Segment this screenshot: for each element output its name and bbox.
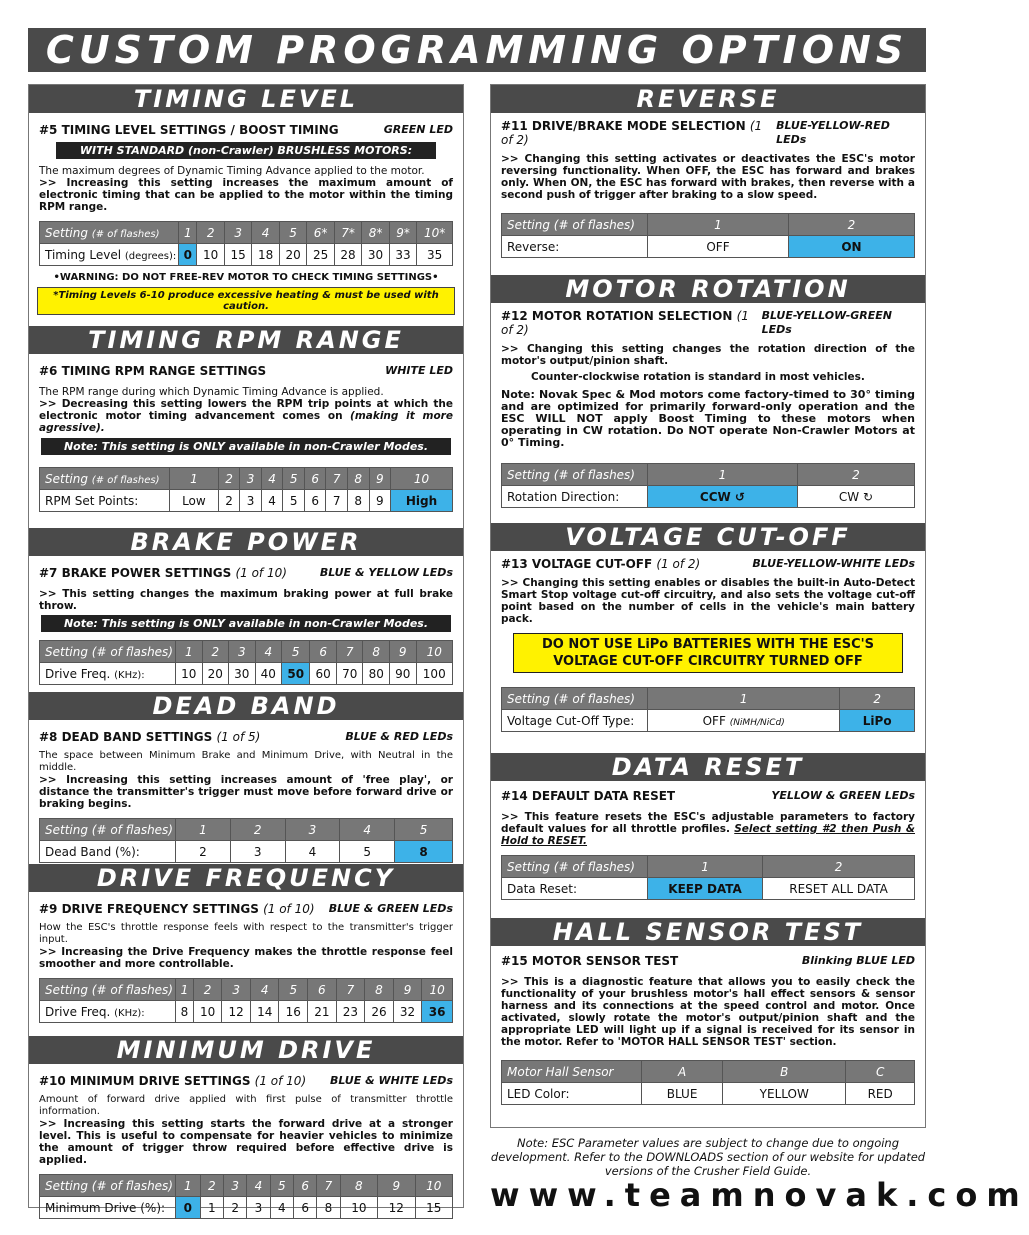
value-text: OFF <box>702 713 726 728</box>
row-label: Drive Freq. <box>45 666 111 681</box>
setting-label: Setting (# of flashes) <box>502 688 648 710</box>
description: Amount of forward drive applied with first pulse of transmitter throttle information. <box>39 1094 453 1117</box>
row-label: LED Color: <box>502 1083 642 1105</box>
section-heading: #6 TIMING RPM RANGE SETTINGS <box>39 364 267 378</box>
section-subheading: (1 of 2) <box>656 557 701 571</box>
right-column <box>490 84 926 1128</box>
header-cell: 1 <box>170 468 219 490</box>
led-label: BLUE-YELLOW-WHITE LEDs <box>752 557 915 570</box>
value-cell: RESET ALL DATA <box>763 878 915 900</box>
value-cell: 30 <box>362 244 389 266</box>
header-cell: 2 <box>218 468 240 490</box>
header-cell: 1 <box>648 214 789 236</box>
value-cell: 32 <box>393 1001 422 1023</box>
header-cell: 4 <box>250 979 279 1001</box>
value-cell: 3 <box>240 490 262 512</box>
header-cell: 4 <box>247 1175 270 1197</box>
section-bar: DATA RESET <box>491 753 925 781</box>
header-cell: 2 <box>197 222 224 244</box>
header-cell: 6 <box>304 468 326 490</box>
header-cell: 9 <box>389 641 416 663</box>
value-cell: 26 <box>365 1001 394 1023</box>
value-cell: 12 <box>222 1001 251 1023</box>
value-cell-selected: 0 <box>179 244 197 266</box>
section-heading: #15 MOTOR SENSOR TEST <box>501 954 679 968</box>
timing-rpm-section <box>29 326 463 512</box>
data-reset-section <box>491 753 925 900</box>
header-cell: 3 <box>223 1175 246 1197</box>
row-label: Reverse: <box>502 236 648 258</box>
section-bar: DEAD BAND <box>29 692 463 720</box>
header-cell: 1 <box>176 979 194 1001</box>
setting-label: Setting (# of flashes) <box>40 641 176 663</box>
value-cell: 60 <box>310 663 337 685</box>
row-label: Data Reset: <box>502 878 648 900</box>
settings-table <box>501 213 915 258</box>
settings-table <box>501 1060 915 1105</box>
setting-label: Setting (# of flashes) <box>40 1175 176 1197</box>
led-label: BLUE & RED LEDs <box>345 730 453 743</box>
row-label: Drive Freq. <box>45 1004 111 1019</box>
value-cell: 3 <box>247 1197 270 1219</box>
setting-sub: (# of flashes) <box>91 474 160 486</box>
led-label: BLUE & YELLOW LEDs <box>319 566 453 579</box>
section-heading: #13 VOLTAGE CUT-OFF <box>501 557 653 571</box>
led-label: BLUE-YELLOW-GREEN LEDs <box>761 309 893 336</box>
value-cell: 28 <box>334 244 361 266</box>
header-cell: 9 <box>393 979 422 1001</box>
header-cell: 3 <box>222 979 251 1001</box>
header-cell: 7 <box>326 468 348 490</box>
value-cell: 6 <box>304 490 326 512</box>
value-cell-selected: ON <box>788 236 914 258</box>
header-cell: 8 <box>365 979 394 1001</box>
header-cell: 1 <box>648 464 798 486</box>
value-cell-selected: LiPo <box>840 710 915 732</box>
header-cell: 4 <box>340 819 395 841</box>
setting-label: Setting (# of flashes) <box>502 214 648 236</box>
detail-text: >> This feature resets the ESC's adjustable parameters to factory default values for all throttle profiles. <box>501 811 915 835</box>
value-cell-selected: CCW ↺ <box>648 486 798 508</box>
led-label: BLUE & GREEN LEDs <box>328 902 453 915</box>
header-cell: B <box>723 1061 846 1083</box>
header-cell: 5 <box>395 819 453 841</box>
setting-label: Setting (# of flashes) <box>40 979 176 1001</box>
value-cell: 9 <box>369 490 391 512</box>
value-cell: 23 <box>336 1001 365 1023</box>
value-cell: 10 <box>193 1001 222 1023</box>
section-subheading: (1 of 2) <box>501 309 749 337</box>
settings-table <box>39 1174 453 1219</box>
lipo-warning-line1: DO NOT USE LiPo BATTERIES WITH THE ESC'S <box>542 637 874 652</box>
row-label: Dead Band (%): <box>40 841 176 863</box>
value-cell: 3 <box>230 841 285 863</box>
setting-label: Setting (# of flashes) <box>40 819 176 841</box>
value-cell: BLUE <box>642 1083 723 1105</box>
header-cell: 2 <box>200 1175 223 1197</box>
section-heading: #14 DEFAULT DATA RESET <box>501 789 676 803</box>
header-cell: C <box>846 1061 915 1083</box>
value-cell-selected: KEEP DATA <box>648 878 763 900</box>
header-cell: 1 <box>179 222 197 244</box>
section-heading: #9 DRIVE FREQUENCY SETTINGS <box>39 902 259 916</box>
header-cell: 3 <box>285 819 340 841</box>
mode-note: Note: This setting is ONLY available in non-Crawler Modes. <box>41 615 451 632</box>
header-cell: 6 <box>310 641 337 663</box>
website-url: www.teamnovak.com <box>490 1176 1029 1214</box>
footer-note: Note: ESC Parameter values are subject to change due to ongoing development. Refer to the DOWNLOADS section of our website for updated versions of the Crusher Field Guide. <box>490 1136 926 1178</box>
drive-frequency-section <box>29 864 463 1023</box>
mode-note: Note: This setting is ONLY available in non-Crawler Modes. <box>41 438 451 455</box>
header-cell: 9 <box>378 1175 415 1197</box>
reverse-section <box>491 85 925 258</box>
value-cell-selected: High <box>391 490 453 512</box>
value-cell: 2 <box>223 1197 246 1219</box>
header-cell: 9* <box>389 222 416 244</box>
value-cell: 7 <box>326 490 348 512</box>
value-cell: 40 <box>255 663 282 685</box>
value-cell: 5 <box>283 490 305 512</box>
motor-banner: WITH STANDARD (non-Crawler) BRUSHLESS MOTORS: <box>56 142 436 159</box>
header-cell: 8* <box>362 222 389 244</box>
row-unit: (degrees): <box>124 250 177 262</box>
value-cell-selected: 8 <box>395 841 453 863</box>
row-label: Minimum Drive (%): <box>40 1197 176 1219</box>
header-cell: 4 <box>261 468 283 490</box>
section-heading: #8 DEAD BAND SETTINGS <box>39 730 213 744</box>
value-cell: 1 <box>200 1197 223 1219</box>
header-cell: 8 <box>363 641 390 663</box>
header-cell: 1 <box>176 819 231 841</box>
header-cell: 6 <box>308 979 337 1001</box>
section-heading: #10 MINIMUM DRIVE SETTINGS <box>39 1074 251 1088</box>
hall-sensor-section <box>491 918 925 1105</box>
detail-text: >> Decreasing this setting lowers the RPM trip points at which the electronic motor timing advancement comes on <box>39 398 453 422</box>
settings-table <box>501 687 915 732</box>
section-bar: TIMING RPM RANGE <box>29 326 463 354</box>
led-label: WHITE LED <box>385 364 453 377</box>
detail-text: >> Increasing this setting increases amount of 'free play', or distance the transmitter's trigger must move before forward drive or braking begins. <box>39 774 453 810</box>
settings-table <box>39 221 453 266</box>
header-cell: 5 <box>279 979 308 1001</box>
header-cell: 6* <box>307 222 334 244</box>
detail-text: >> Increasing this setting increases the maximum amount of electronic timing that can be applied to the motor within the timing RPM range. <box>39 177 453 213</box>
value-cell: 12 <box>378 1197 415 1219</box>
value-cell: 80 <box>363 663 390 685</box>
header-cell: 8 <box>340 1175 377 1197</box>
header-cell: 5 <box>270 1175 293 1197</box>
value-cell: 4 <box>261 490 283 512</box>
section-bar: VOLTAGE CUT-OFF <box>491 523 925 551</box>
header-cell: 10 <box>415 1175 453 1197</box>
brake-power-section <box>29 528 463 685</box>
header-cell: 2 <box>202 641 229 663</box>
value-cell: 10 <box>176 663 203 685</box>
rotation-standard: Counter-clockwise rotation is standard in most vehicles. <box>531 371 865 383</box>
value-cell: 20 <box>202 663 229 685</box>
value-cell: 8 <box>317 1197 340 1219</box>
header-cell: 5 <box>279 222 306 244</box>
header-cell: 2 <box>230 819 285 841</box>
settings-table <box>501 463 915 508</box>
description: How the ESC's throttle response feels with respect to the transmitter's trigger input. <box>39 922 453 945</box>
lipo-warning-line2: VOLTAGE CUT-OFF CIRCUITRY TURNED OFF <box>553 654 863 669</box>
value-cell: 100 <box>416 663 453 685</box>
value-cell: 8 <box>347 490 369 512</box>
settings-table <box>39 818 453 863</box>
section-heading: #7 BRAKE POWER SETTINGS <box>39 566 232 580</box>
minimum-drive-section <box>29 1036 463 1219</box>
value-cell: 4 <box>285 841 340 863</box>
header-cell: 9 <box>369 468 391 490</box>
header-cell: 2 <box>797 464 914 486</box>
value-cell: 21 <box>308 1001 337 1023</box>
motor-rotation-section <box>491 275 925 508</box>
value-cell: YELLOW <box>723 1083 846 1105</box>
description: The RPM range during which Dynamic Timing Advance is applied. <box>39 386 384 398</box>
row-label: Timing Level <box>45 247 122 262</box>
header-cell: 10 <box>391 468 453 490</box>
warning-text: •WARNING: DO NOT FREE-REV MOTOR TO CHECK TIMING SETTINGS• <box>53 272 439 283</box>
header-cell: 5 <box>283 468 305 490</box>
value-cell: CW ↻ <box>797 486 914 508</box>
value-cell: 16 <box>279 1001 308 1023</box>
value-cell: 5 <box>340 841 395 863</box>
header-cell: 1 <box>648 856 763 878</box>
setting-label: Motor Hall Sensor <box>502 1061 642 1083</box>
value-cell: Low <box>170 490 219 512</box>
setting-label: Setting <box>45 225 88 240</box>
value-cell: 10 <box>197 244 224 266</box>
section-subheading: (1 of 5) <box>216 730 261 744</box>
section-heading: #5 TIMING LEVEL SETTINGS / BOOST TIMING <box>39 123 339 137</box>
value-cell: 6 <box>293 1197 316 1219</box>
detail-text: >> Increasing the Drive Frequency makes the throttle response feel smoother and more controllable. <box>39 946 453 970</box>
section-subheading: (1 of 2) <box>501 119 763 147</box>
section-bar: MINIMUM DRIVE <box>29 1036 463 1064</box>
value-cell: 2 <box>176 841 231 863</box>
rotation-note: Note: Novak Spec & Mod motors come factory-timed to 30° timing and are optimized for primarily forward-only operation and the ESC WILL NOT apply Boost Timing to these motors when operating in CW rotation. Do NOT operate Non-Crawler Motors at 0° Timing. <box>501 388 915 449</box>
section-bar: REVERSE <box>491 85 925 113</box>
led-label: Blinking BLUE LED <box>801 954 915 967</box>
detail-text: >> This is a diagnostic feature that allows you to easily check the functionality of your brushless motor's hall effect sensors & sensor harness and its connections at the speed control and motor. Once activated, slowly rotate the motor's output/pinion shaft and the appropriate LED will light up if a signal is received for its sensor in the motor. Refer to 'MOTOR HALL SENSOR TEST' section. <box>501 976 915 1048</box>
dead-band-section <box>29 692 463 863</box>
row-label: Voltage Cut-Off Type: <box>502 710 648 732</box>
value-cell-selected: 36 <box>422 1001 453 1023</box>
detail-text: >> Changing this setting enables or disables the built-in Auto-Detect Smart Stop voltage cut-off circuitry, and also sets the voltage cut-off point based on the number of cells in the vehicle's main battery pack. <box>501 577 915 625</box>
section-bar: BRAKE POWER <box>29 528 463 556</box>
value-cell: 15 <box>224 244 251 266</box>
header-cell: 3 <box>240 468 262 490</box>
value-cell: 30 <box>229 663 256 685</box>
header-cell: 6 <box>293 1175 316 1197</box>
detail-text: >> This setting changes the maximum braking power at full brake throw. <box>39 588 453 612</box>
header-cell: 10 <box>416 641 453 663</box>
lipo-warning <box>513 633 903 673</box>
value-cell-selected: 0 <box>176 1197 201 1219</box>
header-cell: 10 <box>422 979 453 1001</box>
voltage-cutoff-section <box>491 523 925 732</box>
value-cell: 35 <box>417 244 453 266</box>
row-label: Rotation Direction: <box>502 486 648 508</box>
description: The space between Minimum Brake and Minimum Drive, with Neutral in the middle. <box>39 750 453 773</box>
detail-text: >> Changing this setting changes the rotation direction of the motor's output/pinion shaft. <box>501 343 915 367</box>
led-label: YELLOW & GREEN LEDs <box>771 789 915 802</box>
reset-instruction: Select setting #2 then Push & Hold to RESET. <box>501 823 915 847</box>
section-subheading: (1 of 10) <box>254 1074 307 1088</box>
setting-label: Setting <box>45 471 88 486</box>
settings-table <box>501 855 915 900</box>
value-cell: 14 <box>250 1001 279 1023</box>
value-cell: 18 <box>252 244 279 266</box>
header-cell: 7* <box>334 222 361 244</box>
value-cell: 10 <box>340 1197 377 1219</box>
header-cell: 7 <box>336 641 363 663</box>
header-cell: 1 <box>648 688 840 710</box>
caution-note: *Timing Levels 6-10 produce excessive heating & must be used with caution. <box>37 287 455 315</box>
section-subheading: (1 of 10) <box>263 902 315 916</box>
led-label: BLUE-YELLOW-RED LEDs <box>776 119 890 146</box>
row-unit: (KHz): <box>114 1007 145 1019</box>
row-unit: (KHz): <box>114 669 145 681</box>
value-cell: 15 <box>415 1197 453 1219</box>
setting-label: Setting (# of flashes) <box>502 464 648 486</box>
setting-label: Setting (# of flashes) <box>502 856 648 878</box>
header-cell: 1 <box>176 641 203 663</box>
value-cell <box>648 710 840 732</box>
description: The maximum degrees of Dynamic Timing Advance applied to the motor. <box>39 165 425 177</box>
header-cell: 2 <box>193 979 222 1001</box>
value-cell: 90 <box>389 663 416 685</box>
header-cell: 3 <box>229 641 256 663</box>
section-heading: #12 MOTOR ROTATION SELECTION <box>501 309 733 323</box>
page-title: CUSTOM PROGRAMMING OPTIONS <box>28 28 926 72</box>
settings-table <box>39 640 453 685</box>
section-subheading: (1 of 10) <box>235 566 287 580</box>
header-cell: 3 <box>224 222 251 244</box>
led-label: BLUE & WHITE LEDs <box>330 1074 453 1087</box>
header-cell: 8 <box>347 468 369 490</box>
section-bar: TIMING LEVEL <box>29 85 463 113</box>
timing-level-section <box>29 85 463 315</box>
value-cell: RED <box>846 1083 915 1105</box>
detail-text: >> Changing this setting activates or deactivates the ESC's motor reversing functionality. When OFF, the ESC has forward and brakes only. When ON, the ESC has forward with brakes, then reverse with a second push of trigger after braking to a slow speed. <box>501 153 915 201</box>
header-cell: 5 <box>282 641 310 663</box>
section-bar: MOTOR ROTATION <box>491 275 925 303</box>
value-cell: 2 <box>218 490 240 512</box>
value-cell: OFF <box>648 236 789 258</box>
value-sub: (NiMH/NiCd) <box>729 717 785 728</box>
header-cell: 2 <box>788 214 914 236</box>
header-cell: 7 <box>317 1175 340 1197</box>
setting-sub: (# of flashes) <box>91 228 160 240</box>
header-cell: 2 <box>840 688 915 710</box>
section-bar: HALL SENSOR TEST <box>491 918 925 946</box>
header-cell: A <box>642 1061 723 1083</box>
value-cell: 25 <box>307 244 334 266</box>
section-heading: #11 DRIVE/BRAKE MODE SELECTION <box>501 119 746 133</box>
value-cell: 8 <box>176 1001 194 1023</box>
value-cell: 4 <box>270 1197 293 1219</box>
value-cell: 33 <box>389 244 416 266</box>
detail-text: >> Increasing this setting starts the forward drive at a stronger level. This is useful to compensate for heavier vehicles to minimize the amount of trigger throw required before effective drive is applied. <box>39 1118 453 1166</box>
row-label: RPM Set Points: <box>40 490 170 512</box>
value-cell: 70 <box>336 663 363 685</box>
header-cell: 1 <box>176 1175 201 1197</box>
header-cell: 4 <box>255 641 282 663</box>
settings-table <box>39 978 453 1023</box>
header-cell: 10* <box>417 222 453 244</box>
header-cell: 4 <box>252 222 279 244</box>
value-cell-selected: 50 <box>282 663 310 685</box>
header-cell: 7 <box>336 979 365 1001</box>
left-column <box>28 84 464 1215</box>
value-cell: 20 <box>279 244 306 266</box>
header-cell: 2 <box>763 856 915 878</box>
settings-table <box>39 467 453 512</box>
section-bar: DRIVE FREQUENCY <box>29 864 463 892</box>
led-label: GREEN LED <box>383 123 453 136</box>
detail-italic: (making it more agressive). <box>39 410 453 434</box>
